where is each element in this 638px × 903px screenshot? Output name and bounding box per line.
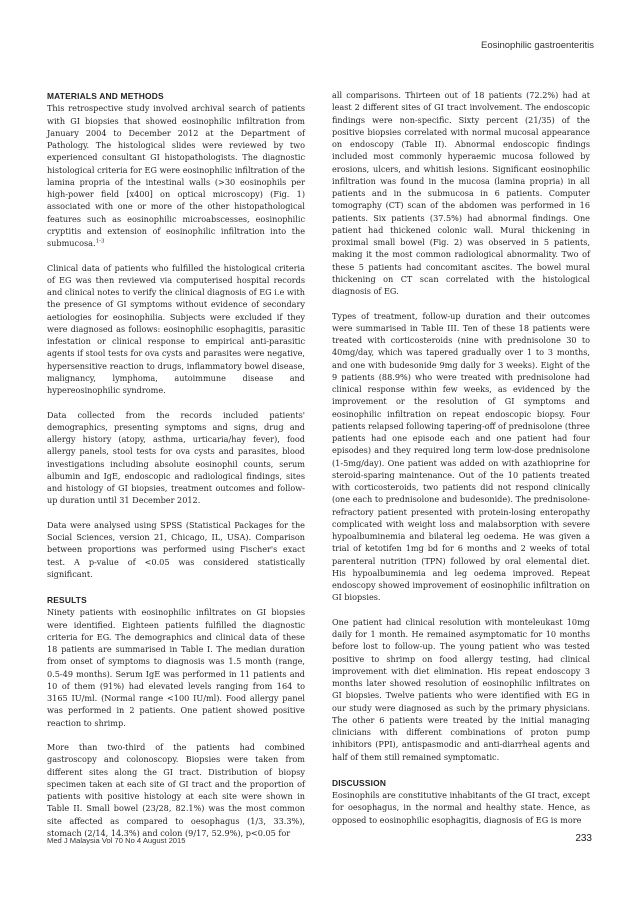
journal-citation: Med J Malaysia Vol 70 No 4 August 2015 [47, 836, 186, 845]
results-paragraph: all comparisons. Thirteen out of 18 patients (72.2%) had at least 2 different sites of GI tract involvement. The endoscopic findings were non-specific. Sixty percent (21/35) of the positive biopsies correlated with normal mucosal appearance on endoscopy (Table II). Abnormal endoscopic findings included most commonly hyperaemic mucosa followed by erosions, ulcers, and whitish lesions. Significant eosinophilic infiltration was found in the mucosa (lamina propria) in all patients and in the submucosa in 6 patients. Computer tomography (CT) scan of the abdomen was performed in 16 patients. Six patients (37.5%) had abnormal findings. One patient had thickened colonic wall. Mural thickening in proximal small bowel (Fig. 2) was observed in 5 patients, making it the most common radiological abnormality. Two of these 5 patients had concomitant ascites. The bowel mural thickening on CT scan correlated with the histological diagnosis of EG. [332, 90, 590, 296]
page-number: 233 [575, 833, 592, 844]
running-title: Eosinophilic gastroenteritis [480, 40, 594, 51]
right-column [332, 89, 590, 838]
results-paragraph: One patient had clinical resolution with monteleukast 10mg daily for 1 month. He remained asymptomatic for 10 months before lost to follow-up. The young patient who was tested positive to shrimp on food allergy testing, had clinical improvement with diet elimination. His repeat endoscopy 3 months later showed resolution of eosinophilic infiltrates on GI biopsies. Twelve patients who were identified with EG in our study were diagnosed as such by the primary physicians. The other 6 patients were treated by the initial managing clinicians with different combinations of proton pump inhibitors (PPI), antispasmodic and anti-diarrheal agents and half of them still remained symptomatic. [332, 616, 590, 762]
discussion-paragraph: Eosinophils are constitutive inhabitants of the GI tract, except for oesophagus, in the normal and healthy state. Hence, as opposed to eosinophilic esophagitis, diagnosis of EG is more [332, 790, 590, 825]
methods-paragraph: Data were analysed using SPSS (Statistical Packages for the Social Sciences, version 21, Chicago, IL, USA). Comparison between proportions was performed using Fischer's exact test. A p-value of <0.05 was considered statistically significant. [47, 519, 305, 579]
results-paragraph: More than two-third of the patients had combined gastroscopy and colonoscopy. Biopsies were taken from different sites along the GI tract. Distribution of biopsy specimen taken at each site of GI tract and the proportion of patients with positive histology at each site were shown in Table II. Small bowel (23/28, 82.1%) was the most common site affected as compared to oesophagus (1/3, 33.3%), stomach (2/14, 14.3%) and colon (9/17, 52.9%), p<0.05 for [47, 742, 305, 838]
methods-paragraph-text: This retrospective study involved archival search of patients with GI biopsies that showed eosinophilic infiltration from January 2004 to December 2012 at the Department of Pathology. The histological slides were reviewed by two experienced consultant GI histopathologists. The diagnostic histological criteria for EG were eosinophilic infiltration of the lamina propria of the intestinal walls (>30 eosinophils per high-power field [x400] on optical microscopy) (Fig. 1) associated with one or more of the other histopathological features such as eosinophilic microabscesses, eosinophilic cryptitis and extension of eosinophilic infiltration into the submucosa. [47, 103, 305, 248]
discussion-heading: DISCUSSION [332, 777, 387, 788]
methods-paragraph: Clinical data of patients who fulfilled the histological criteria of EG was then reviewed via computerised hospital records and clinical notes to verify the clinical diagnosis of EG i.e with the presence of GI symptoms without evidence of secondary aetiologies for eosinophilia. Subjects were excluded if they were diagnosed as follows: eosinophilic esophagitis, parasitic infestation or clinical response to empirical anti-parasitic agents if stool tests for ova cysts and parasites were negative, hypersensitive reaction to drugs, inflammatory bowel disease, malignancy, lymphoma, autoimmune disease and hypereosinophilic syndrome. [47, 262, 305, 395]
results-paragraph: Ninety patients with eosinophilic infiltrates on GI biopsies were identified. Eighteen patients fulfilled the diagnostic criteria for EG. The demographics and clinical data of these 18 patients are summarised in Table I. The median duration from onset of symptoms to diagnosis was 1.5 month (range, 0.5-49 months). Serum IgE was performed in 11 patients and 10 of them (91%) had elevated levels ranging from 164 to 3165 IU/ml. (Normal range <100 IU/ml). Food allergy panel was performed in 2 patients. One patient showed positive reaction to shrimp. [47, 607, 305, 728]
left-column [47, 90, 305, 851]
methods-heading: MATERIALS AND METHODS [47, 91, 164, 101]
results-heading: RESULTS [47, 595, 87, 605]
citation-ref: 1-3 [95, 238, 105, 245]
methods-paragraph [47, 102, 305, 249]
results-paragraph: Types of treatment, follow-up duration and their outcomes were summarised in Table III. Ten of these 18 patients were treated with corticosteroids (nine with prednisolone 30 to 40mg/day, which was tapered gradually over 1 to 3 months, and one with budesonide 9mg daily for 3 weeks). Eight of the 9 patients (88.9%) who were treated with prednisolone had clinical response within few weeks, as evidenced by the improvement or the resolution of GI symptoms and eosinophilic infiltration on repeat endoscopic biopsy. Four patients relapsed following tapering-off of prednisolone (three patients had one episode each and one patient had four episodes) and they required long term low-dose prednisolone (1-5mg/day). One patient was added on with azathioprine for steroid-sparing maintenance. Out of the 10 patients treated with corticosteroids, two patients did not respond clinically (one each to prednisolone and budesonide). The prednisolone-refractory patient presented with protein-losing enteropathy complicated with weight loss and malabsorption with severe hypoalbuminemia and bilateral leg oedema. He was given a trial of ketotifen 1mg bd for 6 months and 2 weeks of total parenteral nutrition (TPN) followed by oral elemental diet. His hypoalbuminemia and leg oedema improved. Repeat endoscopy showed improvement of eosinophilic infiltration on GI biopsies. [332, 310, 590, 603]
methods-paragraph: Data collected from the records included patients' demographics, presenting symptoms and signs, drug and allergy history (atopy, asthma, urticaria/hay fever), food allergy panels, stool tests for ova cysts and parasites, blood investigations including absolute eosinophil counts, serum albumin and IgE, endoscopic and radiological findings, sites and histology of GI biopsies, treatment outcomes and follow-up duration until 31 December 2012. [47, 409, 305, 506]
